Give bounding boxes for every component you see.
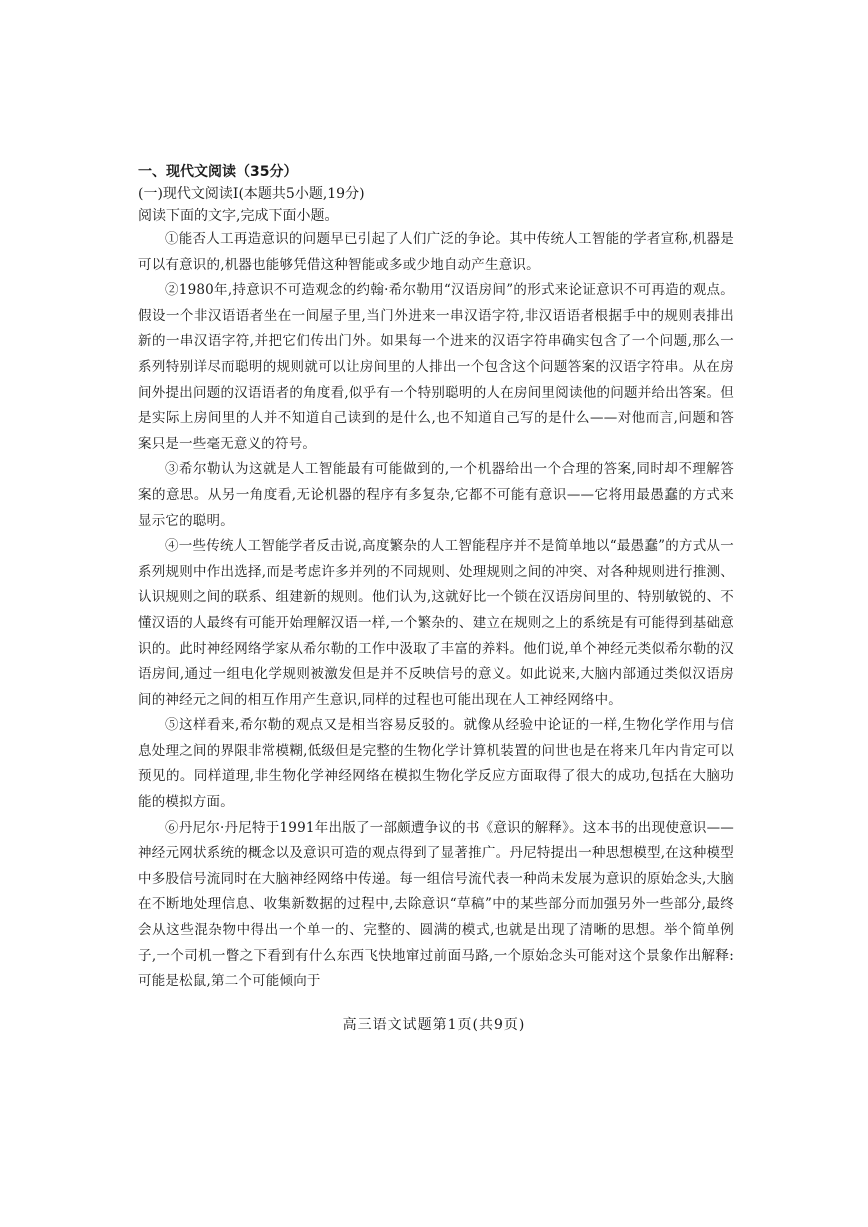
paragraph-2: ②1980年,持意识不可造观念的约翰·希尔勒用“汉语房间”的形式来论证意识不可再造的观点。假设一个非汉语语者坐在一间屋子里,当门外进来一串汉语字符,非汉语语者根据手中的规则表排出新的一串汉语字符,并把它们传出门外。如果每一个进来的汉语字符串确实包含了一个问题,那么一系列特别详尽而聪明的规则就可以让房间里的人排出一个包含这个问题答案的汉语字符串。从在房间外提出问题的汉语语者的角度看,似乎有一个特别聪明的人在房间里阅读他的问题并给出答案。但是实际上房间里的人并不知道自己读到的是什么,也不知道自己写的是什么——对他而言,问题和答案只是一些毫无意义的符号。 <box>138 282 734 452</box>
paragraph-1: ①能否人工再造意识的问题早已引起了人们广泛的争论。其中传统人工智能的学者宣称,机器是可以有意识的,机器也能够凭借这种智能或多或少地自动产生意识。 <box>138 231 734 273</box>
paragraph-5: ⑤这样看来,希尔勒的观点又是相当容易反驳的。就像从经验中论证的一样,生物化学作用与信息处理之间的界限非常模糊,低级但是完整的生物化学计算机装置的问世也是在将来几年内肯定可以预见的。同样道理,非生物化学神经网络在模拟生物化学反应方面取得了很大的成功,包括在大脑功能的模拟方面。 <box>138 717 734 811</box>
paragraph-6: ⑥丹尼尔·丹尼特于1991年出版了一部颇遭争议的书《意识的解释》。这本书的出现使意识——神经元网状系统的概念以及意识可造的观点得到了显著推广。丹尼特提出一种思想模型,在这种模型中多股信号流同时在大脑神经网络中传递。每一组信号流代表一种尚未发展为意识的原始念头,大脑在不断地处理信息、收集新数据的过程中,去除意识“草稿”中的某些部分而加强另外一些部分,最终会从这些混杂物中得出一个单一的、完整的、圆满的模式,也就是出现了清晰的思想。举个简单例子,一个司机一瞥之下看到有什么东西飞快地窜过前面马路,一个原始念头可能对这个景象作出解释:可能是松鼠,第二个可能倾向于 <box>138 819 734 990</box>
reading-instruction: 阅读下面的文字,完成下面小题。 <box>138 208 339 224</box>
subsection-title: (一)现代文阅读I(本题共5小题,19分) <box>138 186 365 202</box>
document-body <box>138 161 734 995</box>
paragraph-4: ④一些传统人工智能学者反击说,高度繁杂的人工智能程序并不是简单地以“最愚蠢”的方式从一系列规则中作出选择,而是考虑许多并列的不同规则、处理规则之间的冲突、对各种规则进行推测、认识规则之间的联系、组建新的规则。他们认为,这就好比一个锁在汉语房间里的、特别敏锐的、不懂汉语的人最终有可能开始理解汉语一样,一个繁杂的、建立在规则之上的系统是有可能得到基础意识的。此时神经网络学家从希尔勒的工作中汲取了丰富的养料。他们说,单个神经元类似希尔勒的汉语房间,通过一组电化学规则被激发但是并不反映信号的意义。如此说来,大脑内部通过类似汉语房间的神经元之间的相互作用产生意识,同样的过程也可能出现在人工神经网络中。 <box>138 538 734 708</box>
section-title: 一、现代文阅读（35分） <box>138 164 298 180</box>
page-footer: 高三语文试题第1页(共9页) <box>342 1017 526 1033</box>
paragraph-3: ③希尔勒认为这就是人工智能最有可能做到的,一个机器给出一个合理的答案,同时却不理解答案的意思。从另一角度看,无论机器的程序有多复杂,它都不可能有意识——它将用最愚蠢的方式来显示它的聪明。 <box>138 461 734 529</box>
